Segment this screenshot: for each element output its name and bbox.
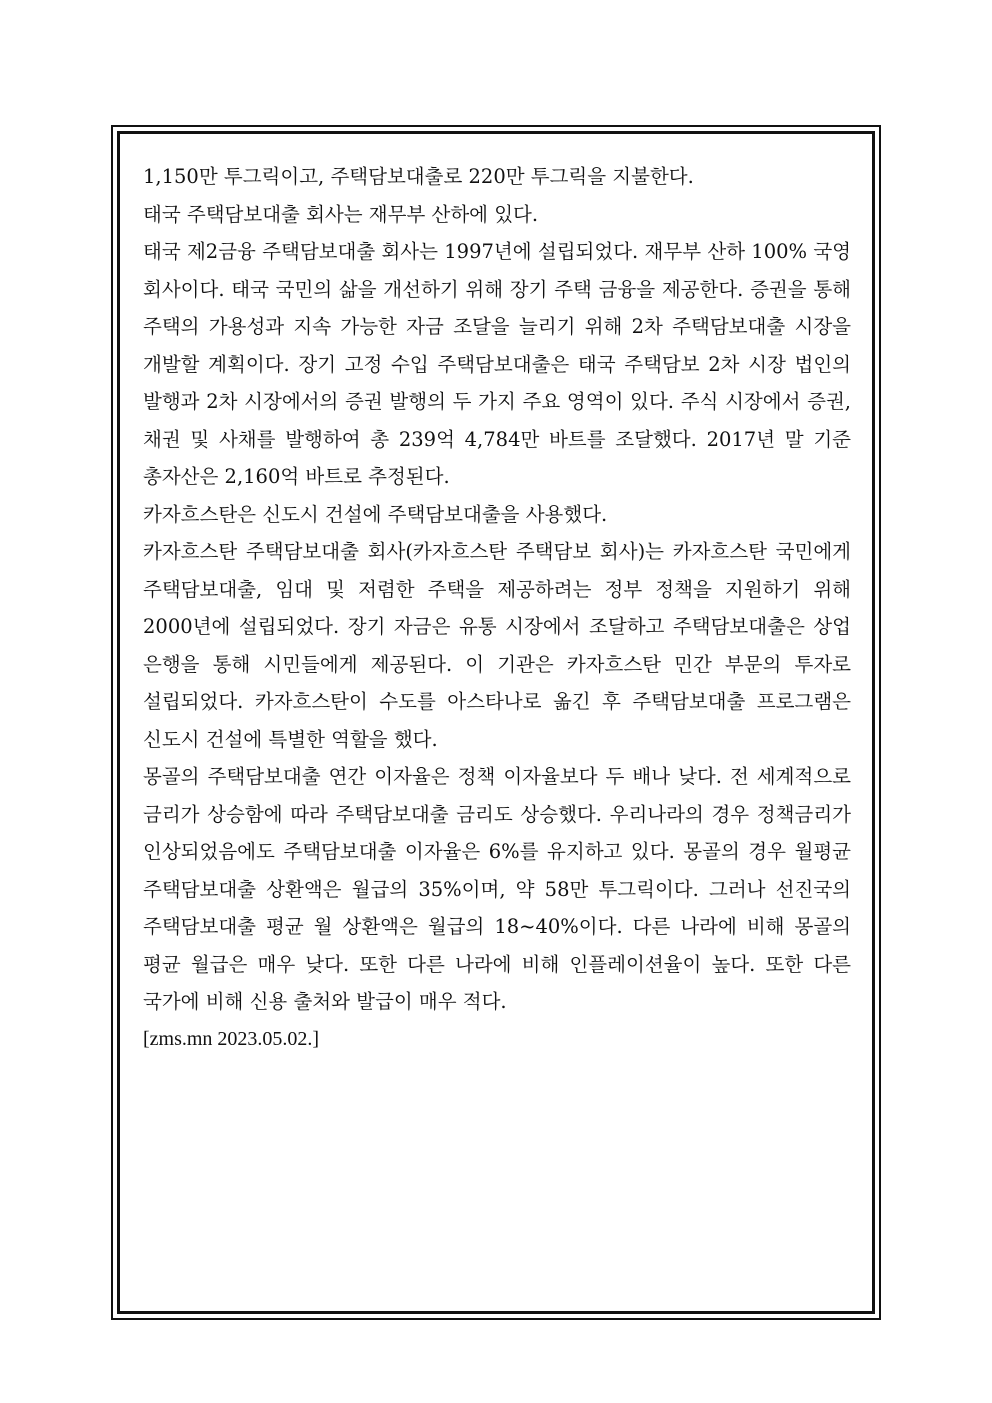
paragraph-kazakhstan-heading: 카자흐스탄은 신도시 건설에 주택담보대출을 사용했다. — [143, 502, 608, 526]
document-body — [143, 158, 851, 1058]
paragraph-kazakhstan-detail: 카자흐스탄 주택담보대출 회사(카자흐스탄 주택담보 회사)는 카자흐스탄 국민에게 주택담보대출, 임대 및 저렴한 주택을 제공하려는 정부 정책을 지원하기 위해 2000년에 설립되었다. 장기 자금은 유통 시장에서 조달하고 주택담보대출은 상업 은행을 통해 시민들에게 제공된다. 이 기관은 카자흐스탄 민간 부문의 투자로 설립되었다. 카자흐스탄이 수도를 아스타나로 옮긴 후 주택담보대출 프로그램은 신도시 건설에 특별한 역할을 했다. — [143, 540, 851, 751]
source-citation: [zms.mn 2023.05.02.] — [143, 1027, 320, 1050]
paragraph-thailand-detail: 태국 제2금융 주택담보대출 회사는 1997년에 설립되었다. 재무부 산하 100% 국영 회사이다. 태국 국민의 삶을 개선하기 위해 장기 주택 금융을 제공한다. 증권을 통해 주택의 가용성과 지속 가능한 자금 조달을 늘리기 위해 2차 주택담보대출 시장을 개발할 계획이다. 장기 고정 수입 주택담보대출은 태국 주택담보 2차 시장 법인의 발행과 2차 시장에서의 증권 발행의 두 가지 주요 영역이 있다. 주식 시장에서 증권, 채권 및 사채를 발행하여 총 239억 4,784만 바트를 조달했다. 2017년 말 기준 총자산은 2,160억 바트로 추정된다. — [143, 240, 851, 488]
paragraph-continued-payment: 1,150만 투그릭이고, 주택담보대출로 220만 투그릭을 지불한다. — [143, 165, 694, 188]
paragraph-thailand-heading: 태국 주택담보대출 회사는 재무부 산하에 있다. — [143, 202, 539, 226]
paragraph-mongolia-detail: 몽골의 주택담보대출 연간 이자율은 정책 이자율보다 두 배나 낮다. 전 세계적으로 금리가 상승함에 따라 주택담보대출 금리도 상승했다. 우리나라의 경우 정책금리가 인상되었음에도 주택담보대출 이자율은 6%를 유지하고 있다. 몽골의 경우 월평균 주택담보대출 상환액은 월급의 35%이며, 약 58만 투그릭이다. 그러나 선진국의 주택담보대출 평균 월 상환액은 월급의 18~40%이다. 다른 나라에 비해 몽골의 평균 월급은 매우 낮다. 또한 다른 나라에 비해 인플레이션율이 높다. 또한 다른 국가에 비해 신용 출처와 발급이 매우 적다. — [143, 765, 851, 1013]
